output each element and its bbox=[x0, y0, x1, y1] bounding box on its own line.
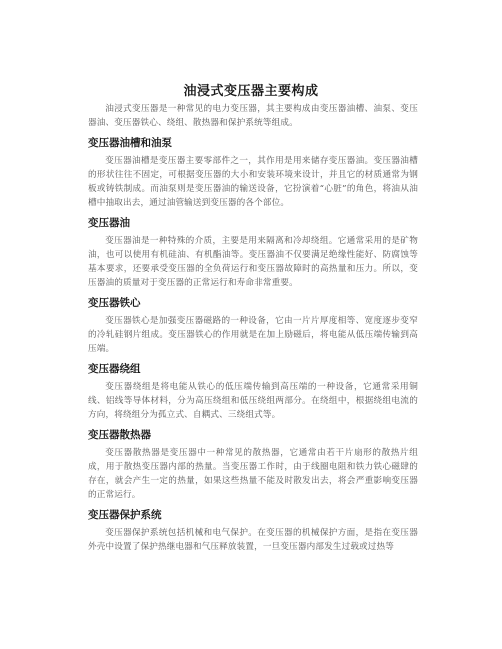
section-heading-oil-tank-pump: 变压器油槽和油泵 bbox=[88, 137, 172, 149]
section-heading-protection: 变压器保护系统 bbox=[88, 509, 162, 521]
section-heading-winding: 变压器绕组 bbox=[88, 363, 141, 375]
section-body-protection: 变压器保护系统包括机械和电气保护。在变压器的机械保护方面，是指在变压器外壳中设置了保护热继电器和气压释放装置，一旦变压器内部发生过载或过热等 bbox=[88, 528, 418, 552]
section-heading-iron-core: 变压器铁心 bbox=[88, 297, 141, 309]
section-body-iron-core: 变压器铁心是加强变压器磁路的一种设备，它由一片片厚度相等、宽度逐步变窄的冷轧硅钢片组成。变压器铁心的作用就是在加上励磁后，将电能从低压端传输到高压端。 bbox=[88, 316, 418, 354]
section-body-winding: 变压器绕组是将电能从铁心的低压端传输到高压端的一种设备，它通常采用铜线、铝线等导体材料，分为高压绕组和低压绕组两部分。在绕组中，根据绕组电流的方向，将绕组分为孤立式、自耦式、三绕组式等。 bbox=[88, 382, 418, 420]
section-body-radiator: 变压器散热器是变压器中一种常见的散热器，它通常由若干片扇形的散热片组成，用于散热变压器内部的热量。当变压器工作时，由于线圈电阻和铁力铁心磁肆的存在，就会产生一定的热量，如果这些热量不能及时散发出去，将会严重影响变压器的正常运行。 bbox=[88, 448, 418, 500]
document-body bbox=[88, 102, 418, 554]
document-title: 油浸式变压器主要构成 bbox=[183, 84, 319, 99]
section-body-oil-tank-pump: 变压器油槽是变压器主要零部件之一，其作用是用来储存变压器油。变压器油槽的形状往往不固定，可根据变压器的大小和安装环境来设计，并且它的材质通常为钢板或铸铁制成。而油泵则是变压器油的输送设备，它扮演着“心脏”的角色，将油从油槽中抽取出去，通过油管输送到变压器的各个部位。 bbox=[88, 156, 418, 208]
section-body-transformer-oil: 变压器油是一种特殊的介质，主要是用来隔离和冷却绕组。它通常采用的是矿物油，也可以使用有机硅油、有机酯油等。变压器油不仅要满足绝缘性能好、防腐蚀等基本要求，还要承受变压器的全负荷运行和变压器故障时的高热量和压力。所以，变压器油的质量对于变压器的正常运行和寿命非常重要。 bbox=[88, 236, 418, 288]
section-heading-radiator: 变压器散热器 bbox=[88, 429, 151, 441]
section-heading-transformer-oil: 变压器油 bbox=[88, 217, 130, 229]
intro-paragraph: 油浸式变压器是一种常见的电力变压器，其主要构成由变压器油槽、油泵、变压器油、变压器铁心、绕组、散热器和保护系统等组成。 bbox=[88, 104, 418, 128]
